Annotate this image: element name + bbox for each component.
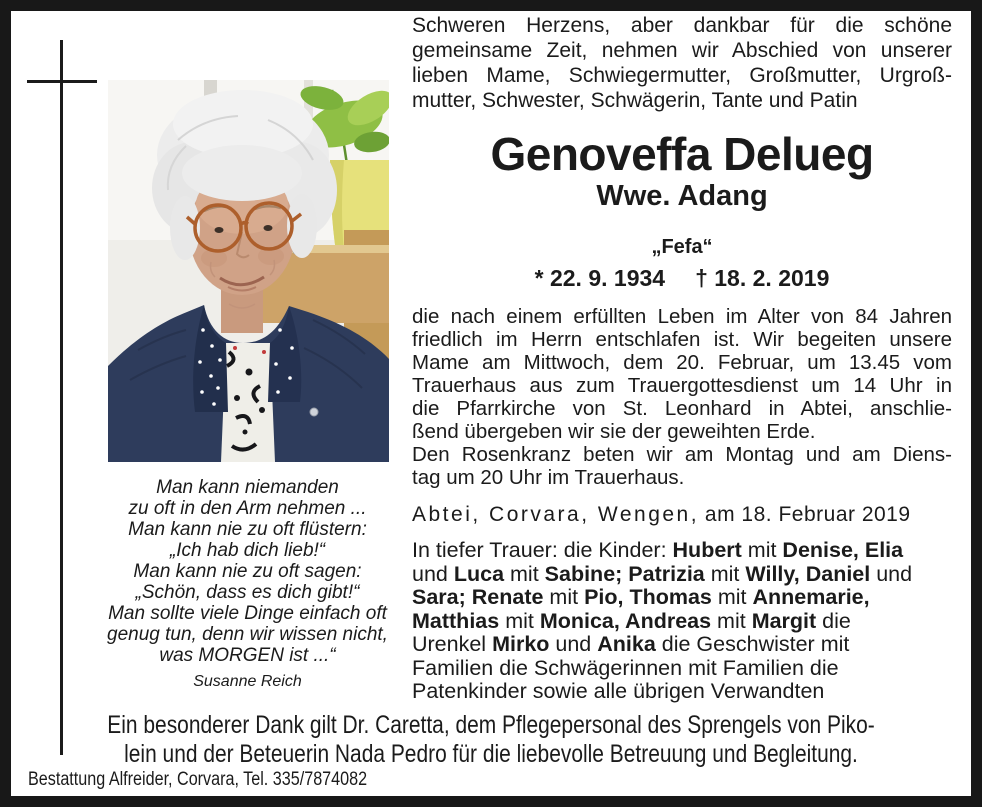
- cross-icon: [60, 40, 63, 755]
- notice-text-column: [412, 13, 952, 704]
- birth-date: * 22. 9. 1934: [534, 265, 666, 291]
- text-line: genug tun, denn wir wissen nicht,: [107, 624, 388, 645]
- text-line: zu oft in den Arm nehmen ...: [128, 498, 367, 519]
- mourners-list: [412, 539, 952, 704]
- text-line: lein und der Beteuerin Nada Pedro für die liebevolle Betreuung und Begleitung.: [124, 740, 858, 768]
- text-line: die Pfarrkirche von St. Leonhard in Abtei, anschlie-: [412, 397, 952, 420]
- text-line: und Luca mit Sabine; Patrizia mit Willy, Daniel und: [412, 561, 913, 586]
- dateline: [412, 503, 952, 527]
- portrait-photo: [108, 80, 389, 462]
- text-line: Matthias mit Monica, Andreas mit Margit die: [412, 608, 851, 633]
- text-line: Schweren Herzens, aber dankbar für die schöne: [412, 14, 952, 37]
- text-line: Familien die Schwägerinnen mit Familien die: [412, 655, 839, 680]
- poem-author: Susanne Reich: [193, 673, 302, 690]
- life-dates: [412, 264, 952, 292]
- memorial-poem: [75, 477, 420, 692]
- text-line: Ein besonderer Dank gilt Dr. Caretta, dem Pflegepersonal des Sprengels von Piko-: [107, 711, 875, 739]
- rosary-paragraph: [412, 443, 952, 489]
- dateline-places: Abtei, Corvara, Wengen,: [412, 503, 700, 526]
- cross-icon-bar: [27, 80, 97, 83]
- text-line: „Ich hab dich lieb!“: [169, 540, 326, 561]
- dateline-date: am 18. Februar 2019: [704, 503, 911, 526]
- text-line: Patenkinder sowie alle übrigen Verwandten: [412, 679, 825, 703]
- text-line: ßend übergeben wir sie der geweihten Erde.: [412, 420, 816, 443]
- text-line: Man kann nie zu oft sagen:: [133, 561, 362, 582]
- text-line: friedlich im Herrn entschlafen ist. Wir begeiten unsere: [412, 328, 952, 351]
- thanks-text: [69, 711, 914, 769]
- obituary-paragraph: [412, 305, 952, 443]
- text-line: Den Rosenkranz beten wir am Montag und am Diens-: [412, 443, 952, 466]
- blouse: [221, 343, 275, 462]
- intro-paragraph: [412, 13, 952, 113]
- text-line: In tiefer Trauer: die Kinder: Hubert mit Denise, Elia: [412, 538, 904, 562]
- text-line: „Schön, dass es dich gibt!“: [135, 582, 360, 603]
- text-line: Urenkel Mirko und Anika die Geschwister mit: [412, 632, 850, 656]
- text-line: Sara; Renate mit Pio, Thomas mit Annemarie,: [412, 585, 870, 609]
- undertaker-contact: Bestattung Alfreider, Corvara, Tel. 335/7874082: [28, 769, 368, 790]
- text-line: Man kann nie zu oft flüstern:: [128, 519, 367, 540]
- death-date: † 18. 2. 2019: [695, 265, 830, 291]
- portrait-illustration: [108, 80, 389, 462]
- text-line: mutter, Schwester, Schwägerin, Tante und Patin: [412, 89, 858, 112]
- widow-title: Wwe. Adang: [596, 180, 768, 212]
- nickname: „Fefa“: [651, 236, 713, 258]
- text-line: die nach einem erfüllten Leben im Alter von 84 Jahren: [412, 305, 952, 328]
- deceased-name: Genoveffa Delueg: [490, 128, 874, 180]
- text-line: tag um 20 Uhr im Trauerhaus.: [412, 466, 685, 489]
- thanks-note: [69, 711, 913, 769]
- text-line: lieben Mame, Schwiegermutter, Großmutter, Urgroß-: [412, 64, 952, 87]
- text-line: Man kann niemanden: [156, 477, 339, 498]
- poem-lines: [75, 477, 420, 666]
- text-line: Man sollte viele Dinge einfach oft: [108, 603, 387, 624]
- text-line: was MORGEN ist ...“: [159, 645, 336, 666]
- text-line: Trauerhaus aus zum Trauergottesdienst um 14 Uhr in: [412, 374, 952, 397]
- text-line: Mame am Mittwoch, dem 20. Februar, um 13.45 vom: [412, 351, 952, 374]
- text-line: gemeinsame Zeit, nehmen wir Abschied von unserer: [412, 39, 952, 62]
